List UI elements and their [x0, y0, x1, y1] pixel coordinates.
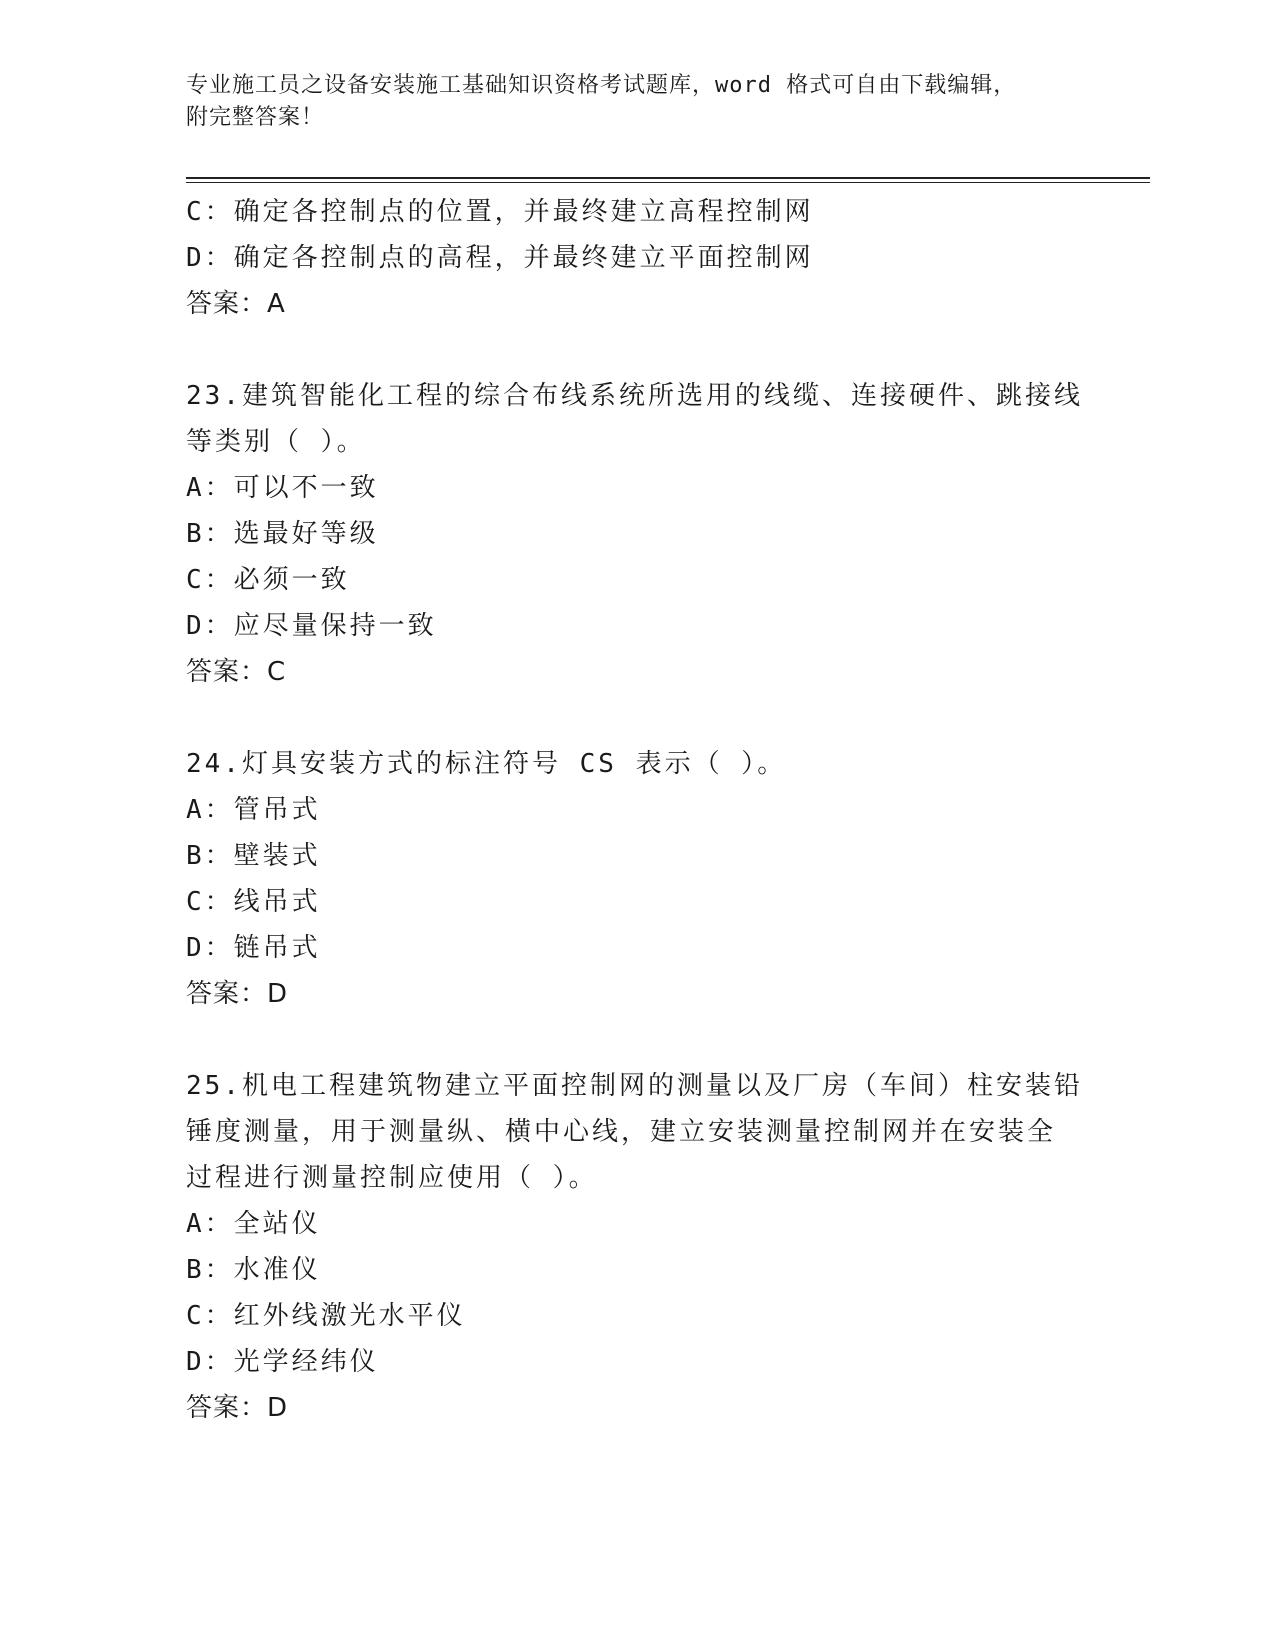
- section-gap: [186, 695, 1086, 741]
- question-stem-line: 24.灯具安装方式的标注符号 CS 表示（ ）。: [186, 749, 787, 779]
- question-23: [186, 373, 1086, 695]
- question-stem-line: 25.机电工程建筑物建立平面控制网的测量以及厂房（车间）柱安装铅: [186, 1071, 1083, 1101]
- document-header: [186, 70, 1146, 134]
- header-line-2: 附完整答案！: [186, 105, 325, 130]
- question-25: [186, 1063, 1086, 1431]
- option-b: B：水准仪: [186, 1255, 321, 1285]
- option-d: D：确定各控制点的高程，并最终建立平面控制网: [186, 243, 814, 273]
- option-c: C：必须一致: [186, 565, 350, 595]
- answer-line: 答案：D: [186, 979, 289, 1009]
- question-stem-line: 等类别（ ）。: [186, 427, 366, 457]
- question-stem-line: 23.建筑智能化工程的综合布线系统所选用的线缆、连接硬件、跳接线: [186, 381, 1083, 411]
- question-stem-line: 锤度测量，用于测量纵、横中心线，建立安装测量控制网并在安装全: [186, 1117, 1057, 1147]
- question-stem-line: 过程进行测量控制应使用（ ）。: [186, 1163, 598, 1193]
- header-line-1: 专业施工员之设备安装施工基础知识资格考试题库，word 格式可自由下载编辑，: [186, 73, 1017, 98]
- answer-line: 答案：C: [186, 657, 287, 687]
- question-list: [186, 189, 1086, 1431]
- option-a: A：可以不一致: [186, 473, 379, 503]
- header-divider-thick: [186, 177, 1150, 179]
- option-b: B：选最好等级: [186, 519, 379, 549]
- option-d: D：链吊式: [186, 933, 321, 963]
- answer-line: 答案：D: [186, 1393, 289, 1423]
- question-24: [186, 741, 1086, 1017]
- option-c: C：线吊式: [186, 887, 321, 917]
- question-22-continued: [186, 189, 1086, 327]
- answer-line: 答案：A: [186, 289, 286, 319]
- section-gap: [186, 1017, 1086, 1063]
- option-d: D：应尽量保持一致: [186, 611, 437, 641]
- option-b: B：壁装式: [186, 841, 321, 871]
- section-gap: [186, 327, 1086, 373]
- option-a: A：管吊式: [186, 795, 321, 825]
- header-divider-thin: [186, 182, 1150, 183]
- option-d: D：光学经纬仪: [186, 1347, 379, 1377]
- option-c: C：确定各控制点的位置，并最终建立高程控制网: [186, 197, 814, 227]
- option-a: A：全站仪: [186, 1209, 321, 1239]
- option-c: C：红外线激光水平仪: [186, 1301, 466, 1331]
